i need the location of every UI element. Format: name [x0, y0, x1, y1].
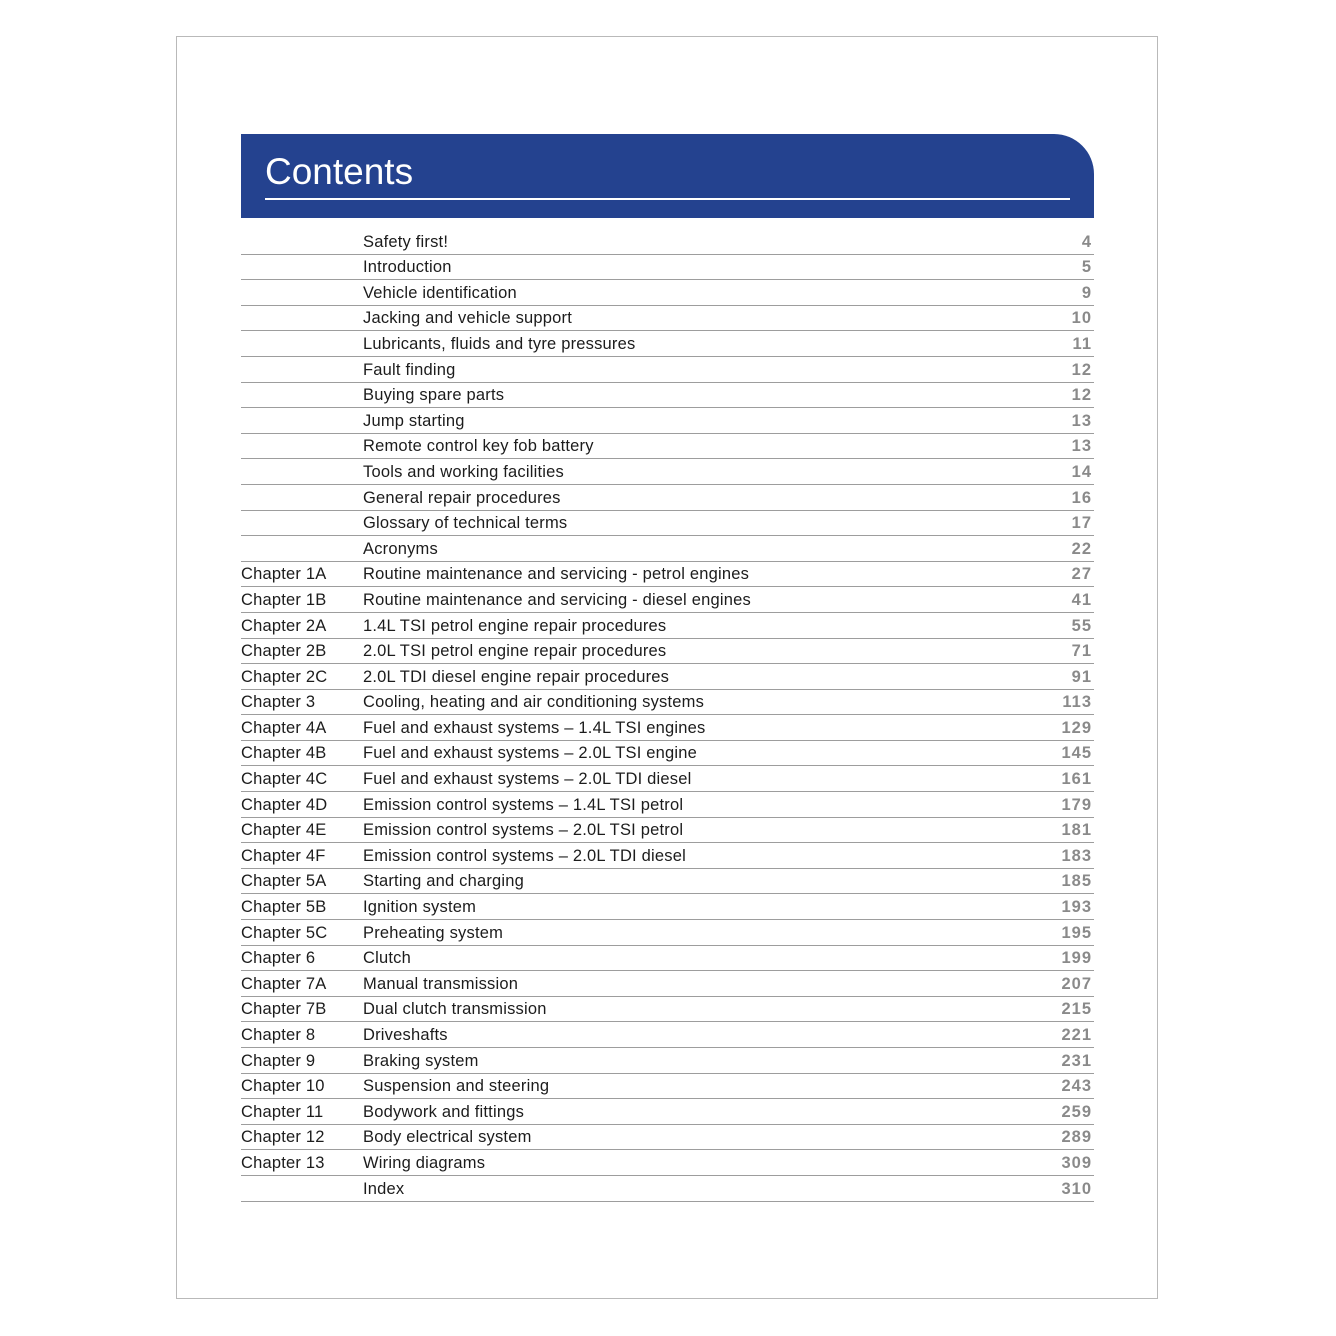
toc-row	[241, 1099, 1094, 1125]
toc-row	[241, 434, 1094, 460]
toc-page-number: 129	[1061, 718, 1092, 737]
toc-chapter-label: Chapter 2A	[241, 616, 327, 635]
toc-row	[241, 1022, 1094, 1048]
toc-entry-title: Fuel and exhaust systems – 2.0L TSI engine	[363, 744, 698, 763]
toc-chapter-label: Chapter 3	[241, 693, 316, 712]
toc-chapter-label: Chapter 4C	[241, 770, 328, 789]
toc-page-number: 14	[1071, 462, 1092, 481]
toc-row	[241, 639, 1094, 665]
toc-chapter-label: Chapter 6	[241, 949, 316, 968]
toc-row	[241, 715, 1094, 741]
toc-chapter-label: Chapter 2C	[241, 667, 328, 686]
toc-entry-title: Suspension and steering	[363, 1077, 550, 1096]
toc-entry-title: Jacking and vehicle support	[363, 309, 573, 328]
toc-page-number: 145	[1061, 744, 1092, 763]
toc-row	[241, 843, 1094, 869]
toc-page-number: 91	[1071, 667, 1092, 686]
toc-chapter-label: Chapter 7A	[241, 974, 327, 993]
toc-row	[241, 357, 1094, 383]
toc-page-number: 17	[1071, 514, 1092, 533]
toc-chapter-label: Chapter 4D	[241, 795, 328, 814]
header-divider	[265, 198, 1070, 200]
toc-entry-title: Emission control systems – 2.0L TDI diesel	[363, 846, 686, 865]
toc-row	[241, 280, 1094, 306]
toc-entry-title: Body electrical system	[363, 1128, 532, 1147]
toc-entry-title: Preheating system	[363, 923, 504, 942]
toc-row	[241, 1176, 1094, 1202]
toc-page-number: 289	[1061, 1128, 1092, 1147]
toc-page-number: 13	[1071, 411, 1092, 430]
toc-page-number: 207	[1061, 974, 1092, 993]
toc-entry-title: Driveshafts	[363, 1026, 448, 1044]
toc-row	[241, 766, 1094, 792]
toc-chapter-label: Chapter 1B	[241, 590, 327, 609]
toc-page-number: 199	[1061, 949, 1092, 968]
toc-chapter-label: Chapter 4F	[241, 846, 326, 865]
toc-row	[241, 459, 1094, 485]
toc-chapter-label: Chapter 5A	[241, 872, 327, 891]
toc-row	[241, 613, 1094, 639]
toc-entry-title: Buying spare parts	[363, 386, 505, 405]
toc-row	[241, 511, 1094, 537]
toc-chapter-label: Chapter 4E	[241, 821, 327, 840]
toc-page-number: 4	[1081, 232, 1092, 251]
toc-entry-title: 2.0L TDI diesel engine repair procedures	[363, 667, 670, 686]
toc-page-number: 161	[1061, 770, 1092, 789]
toc-row	[241, 562, 1094, 588]
toc-entry-title: Starting and charging	[363, 872, 525, 891]
toc-entry-title: Ignition system	[363, 898, 477, 917]
toc-row	[241, 1125, 1094, 1151]
toc-row	[241, 920, 1094, 946]
toc-entry-title: General repair procedures	[363, 488, 561, 507]
toc-chapter-label: Chapter 11	[241, 1102, 324, 1121]
toc-row	[241, 971, 1094, 997]
toc-row	[241, 997, 1094, 1023]
toc-entry-title: Clutch	[363, 949, 411, 968]
toc-chapter-label: Chapter 5C	[241, 923, 328, 942]
toc-row	[241, 1074, 1094, 1100]
toc-page-number: 259	[1061, 1102, 1092, 1121]
toc-entry-title: Dual clutch transmission	[363, 1000, 547, 1019]
toc-chapter-label: Chapter 4A	[241, 718, 327, 737]
toc-chapter-label: Chapter 1A	[241, 565, 327, 584]
toc-entry-title: Glossary of technical terms	[363, 514, 568, 533]
toc-page-number: 12	[1071, 386, 1092, 405]
toc-entry-title: Fuel and exhaust systems – 2.0L TDI diesel	[363, 770, 692, 789]
toc-page-number: 231	[1061, 1051, 1092, 1070]
toc-entry-title: 2.0L TSI petrol engine repair procedures	[363, 642, 667, 661]
toc-page-number: 11	[1072, 334, 1092, 353]
toc-entry-title: Wiring diagrams	[363, 1153, 486, 1172]
toc-chapter-label: Chapter 13	[241, 1153, 325, 1172]
toc-chapter-label: Chapter 2B	[241, 642, 327, 661]
table-of-contents	[241, 229, 1094, 1202]
toc-entry-title: Manual transmission	[363, 974, 519, 993]
toc-chapter-label: Chapter 7B	[241, 1000, 327, 1019]
toc-entry-title: Bodywork and fittings	[363, 1102, 525, 1121]
contents-header	[241, 134, 1094, 218]
toc-page-number: 5	[1081, 258, 1092, 277]
toc-page-number: 13	[1071, 437, 1092, 456]
toc-entry-title: Lubricants, fluids and tyre pressures	[363, 334, 636, 353]
toc-entry-title: Cooling, heating and air conditioning systems	[363, 693, 705, 712]
toc-page-number: 193	[1061, 898, 1092, 917]
toc-row	[241, 383, 1094, 409]
toc-page-number: 310	[1061, 1179, 1092, 1198]
toc-entry-title: Safety first!	[363, 232, 449, 251]
page-title: Contents	[265, 151, 414, 192]
toc-entry-title: Emission control systems – 1.4L TSI petrol	[363, 795, 684, 814]
toc-page-number: 9	[1081, 283, 1092, 302]
toc-chapter-label: Chapter 9	[241, 1051, 316, 1070]
toc-page-number: 71	[1071, 642, 1092, 661]
toc-page-number: 12	[1071, 360, 1092, 379]
toc-entry-title: Acronyms	[363, 539, 438, 558]
toc-row	[241, 229, 1094, 255]
toc-entry-title: Index	[363, 1179, 405, 1198]
toc-page-number: 243	[1061, 1077, 1092, 1096]
toc-page-number: 215	[1061, 1000, 1092, 1019]
toc-entry-title: Fault finding	[363, 360, 456, 379]
toc-chapter-label: Chapter 10	[241, 1077, 325, 1096]
toc-row	[241, 408, 1094, 434]
toc-entry-title: Remote control key fob battery	[363, 437, 594, 456]
toc-row	[241, 664, 1094, 690]
toc-entry-title: Jump starting	[363, 411, 465, 430]
toc-chapter-label: Chapter 4B	[241, 744, 327, 763]
toc-chapter-label: Chapter 5B	[241, 898, 327, 917]
toc-chapter-label: Chapter 8	[241, 1026, 316, 1044]
toc-entry-title: Tools and working facilities	[363, 462, 564, 481]
toc-row	[241, 946, 1094, 972]
toc-entry-title: Introduction	[363, 258, 452, 277]
toc-entry-title: Vehicle identification	[363, 283, 517, 302]
toc-page-number: 183	[1061, 846, 1092, 865]
toc-row	[241, 1150, 1094, 1176]
toc-entry-title: Fuel and exhaust systems – 1.4L TSI engines	[363, 718, 706, 737]
toc-page-number: 179	[1061, 795, 1092, 814]
toc-row	[241, 1048, 1094, 1074]
toc-row	[241, 741, 1094, 767]
toc-chapter-label: Chapter 12	[241, 1128, 325, 1147]
toc-page-number: 55	[1071, 616, 1092, 635]
toc-page-number: 195	[1061, 923, 1092, 942]
toc-row	[241, 306, 1094, 332]
toc-page-number: 181	[1061, 821, 1092, 840]
toc-page-number: 22	[1071, 539, 1092, 558]
toc-row	[241, 536, 1094, 562]
toc-row	[241, 792, 1094, 818]
toc-row	[241, 869, 1094, 895]
toc-entry-title: Emission control systems – 2.0L TSI petrol	[363, 821, 684, 840]
toc-entry-title: 1.4L TSI petrol engine repair procedures	[363, 616, 667, 635]
toc-page-number: 41	[1071, 590, 1092, 609]
toc-entry-title: Routine maintenance and servicing - diesel engines	[363, 590, 751, 609]
toc-page-number: 16	[1071, 488, 1092, 507]
toc-entry-title: Routine maintenance and servicing - petrol engines	[363, 565, 750, 584]
toc-page-number: 185	[1061, 872, 1092, 891]
toc-page-number: 113	[1062, 693, 1092, 712]
toc-row	[241, 485, 1094, 511]
toc-page-number: 27	[1071, 565, 1092, 584]
toc-page-number: 221	[1061, 1026, 1092, 1044]
toc-row	[241, 587, 1094, 613]
toc-row	[241, 818, 1094, 844]
toc-page-number: 10	[1071, 309, 1092, 328]
toc-entry-title: Braking system	[363, 1051, 479, 1070]
toc-row	[241, 690, 1094, 716]
toc-row	[241, 331, 1094, 357]
toc-page-number: 309	[1061, 1153, 1092, 1172]
toc-row	[241, 894, 1094, 920]
toc-row	[241, 255, 1094, 281]
